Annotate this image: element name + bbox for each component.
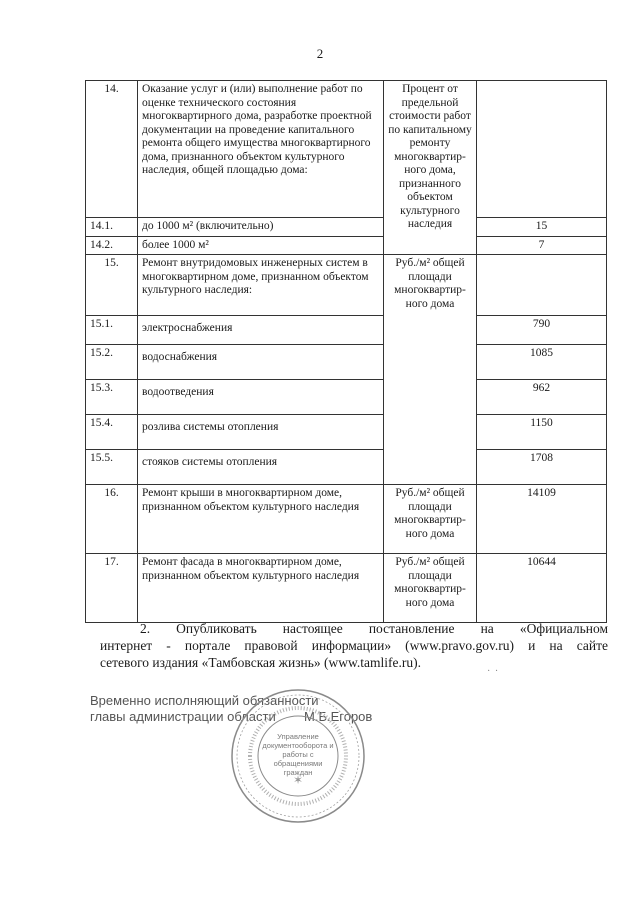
row-number: 16. — [86, 485, 138, 554]
row-unit: Руб./м² общей площади многоквартир-ного дома — [384, 485, 477, 554]
row-description: до 1000 м² (включительно) — [138, 218, 384, 237]
table-row — [86, 236, 607, 255]
row-value: 1708 — [477, 450, 607, 485]
rates-table — [85, 80, 607, 623]
row-description: розлива системы отопления — [138, 415, 384, 450]
row-value: 14109 — [477, 485, 607, 554]
paragraph-line-3: сетевого издания «Тамбовская жизнь» (www.tamlife.ru). — [100, 655, 421, 670]
table-row — [86, 415, 607, 450]
scan-noise: · · — [487, 666, 500, 677]
row-value: 1150 — [477, 415, 607, 450]
table-row — [86, 450, 607, 485]
table-row — [86, 554, 607, 623]
row-number: 15.4. — [86, 415, 138, 450]
signatory-name: М.Б.Егоров — [304, 709, 373, 724]
paragraph-line-1: Опубликовать настоящее постановление на «Официальном — [176, 621, 609, 636]
stamp-star: ✶ — [292, 773, 304, 787]
table-row — [86, 316, 607, 345]
row-unit: Руб./м² общей площади многоквартир-ного дома — [384, 554, 477, 623]
row-value: 15 — [477, 218, 607, 237]
page-number: 2 — [316, 46, 324, 61]
table-row — [86, 255, 607, 316]
row-number: 14.2. — [86, 236, 138, 255]
paragraph-number: 2. — [140, 621, 151, 636]
table-row — [86, 345, 607, 380]
row-number: 15.2. — [86, 345, 138, 380]
row-value — [477, 81, 607, 218]
row-description: стояков системы отопления — [138, 450, 384, 485]
row-description: Ремонт крыши в многоквартирном доме, признанном объектом культурного наследия — [138, 485, 384, 554]
row-description: Ремонт внутридомовых инженерных систем в многоквартирном доме, признанном объектом культурного наследия: — [138, 255, 384, 316]
row-description: более 1000 м² — [138, 236, 384, 255]
stamp-center-text: Управление документооборота и работы с обращениями граждан — [262, 732, 334, 777]
row-number: 15. — [86, 255, 138, 316]
row-number: 14.1. — [86, 218, 138, 237]
row-description: водоотведения — [138, 380, 384, 415]
paragraph-line-2: интернет - портале правовой информации» (www.pravo.gov.ru) и на сайте — [100, 638, 608, 653]
row-number: 15.5. — [86, 450, 138, 485]
row-description: Ремонт фасада в многоквартирном доме, признанном объектом культурного наследия — [138, 554, 384, 623]
publication-paragraph-continued — [100, 637, 608, 671]
signatory-title-line-2: главы администрации области — [90, 709, 276, 724]
row-number: 15.1. — [86, 316, 138, 345]
row-unit: Процент от предельной стоимости работ по капитальному ремонту многоквартир-ного дома, признанного объектом культурного наследия — [384, 81, 477, 255]
row-description: электроснабжения — [138, 316, 384, 345]
row-description: Оказание услуг и (или) выполнение работ по оценке технического состояния многоквартирного дома, разработке проектной документации на проведение капитального ремонта общего имущества многоквартирного дома, признанного объектом культурного наследия, общей площадью дома: — [138, 81, 384, 218]
row-value: 7 — [477, 236, 607, 255]
table-row — [86, 485, 607, 554]
row-value: 10644 — [477, 554, 607, 623]
table-row — [86, 81, 607, 218]
signatory-title-line-1: Временно исполняющий обязанности — [90, 693, 319, 708]
row-description: водоснабжения — [138, 345, 384, 380]
publication-paragraph — [140, 620, 608, 637]
table-row — [86, 380, 607, 415]
row-number: 17. — [86, 554, 138, 623]
table-row — [86, 218, 607, 237]
row-number: 15.3. — [86, 380, 138, 415]
row-value: 1085 — [477, 345, 607, 380]
row-value: 962 — [477, 380, 607, 415]
row-value — [477, 255, 607, 316]
row-number: 14. — [86, 81, 138, 218]
row-value: 790 — [477, 316, 607, 345]
row-unit: Руб./м² общей площади многоквартир-ного дома — [384, 255, 477, 485]
